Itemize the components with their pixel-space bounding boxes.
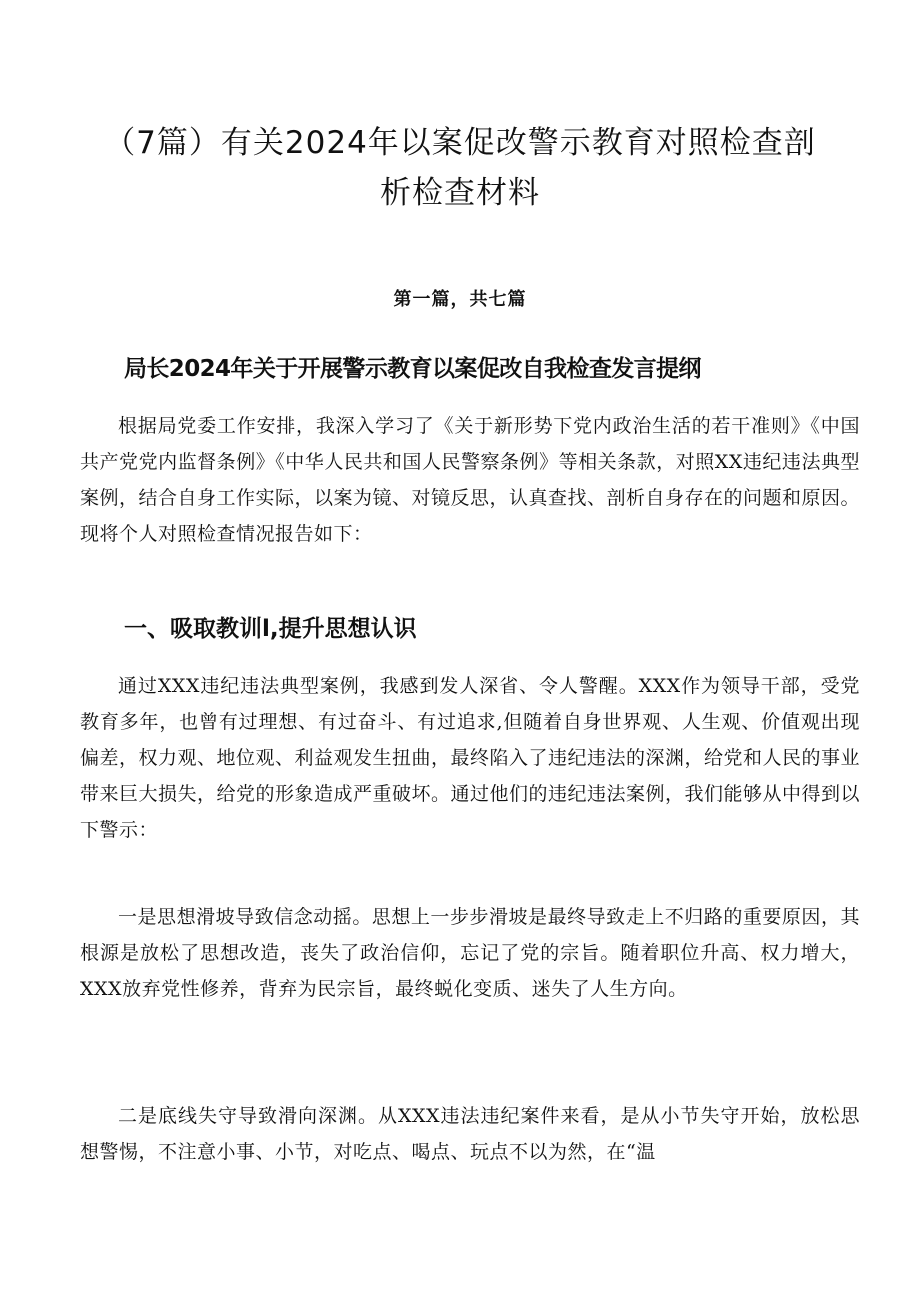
body-paragraph-2: 一是思想滑坡导致信念动摇。思想上一步步滑坡是最终导致走上不归路的重要原因，其根源是放松了思想改造，丧失了政治信仰，忘记了党的宗旨。随着职位升高、权力增大，XXX放弃党性修养，背弃为民宗旨，最终蜕化变质、迷失了人生方向。 xyxy=(80,906,860,1000)
document-title xyxy=(80,118,840,218)
body-paragraph-3: 二是底线失守导致滑向深渊。从XXX违法违纪案件来看，是从小节失守开始，放松思想警惕，不注意小事、小节，对吃点、喝点、玩点不以为然，在“温 xyxy=(80,1105,860,1163)
body-paragraph-1: 通过XXX违纪违法典型案例，我感到发人深省、令人警醒。XXX作为领导干部，受党教育多年，也曾有过理想、有过奋斗、有过追求,但随着自身世界观、人生观、价值观出现偏差，权力观、地位观、利益观发生扭曲，最终陷入了违纪违法的深渊，给党和人民的事业带来巨大损失，给党的形象造成严重破坏。通过他们的违纪违法案例，我们能够从中得到以下警示： xyxy=(80,675,861,841)
intro-paragraph: 根据局党委工作安排，我深入学习了《关于新形势下党内政治生活的若干准则》《中国共产党党内监督条例》《中华人民共和国人民警察条例》等相关条款，对照XX违纪违法典型案例，结合自身工作实际，以案为镜、对镜反思，认真查找、剖析自身存在的问题和原因。现将个人对照检查情况报告如下： xyxy=(80,415,861,545)
article-subtitle: 局长2024年关于开展警示教育以案促改自我检查发言提纲 xyxy=(124,356,701,382)
section-heading-1: 一、吸取教训l,提升思想认识 xyxy=(124,616,417,642)
title-line-1: （7篇）有关2024年以案促改警示教育对照检查剖 xyxy=(104,125,816,161)
part-label: 第一篇，共七篇 xyxy=(393,289,527,310)
title-line-2: 析检查材料 xyxy=(380,175,540,211)
